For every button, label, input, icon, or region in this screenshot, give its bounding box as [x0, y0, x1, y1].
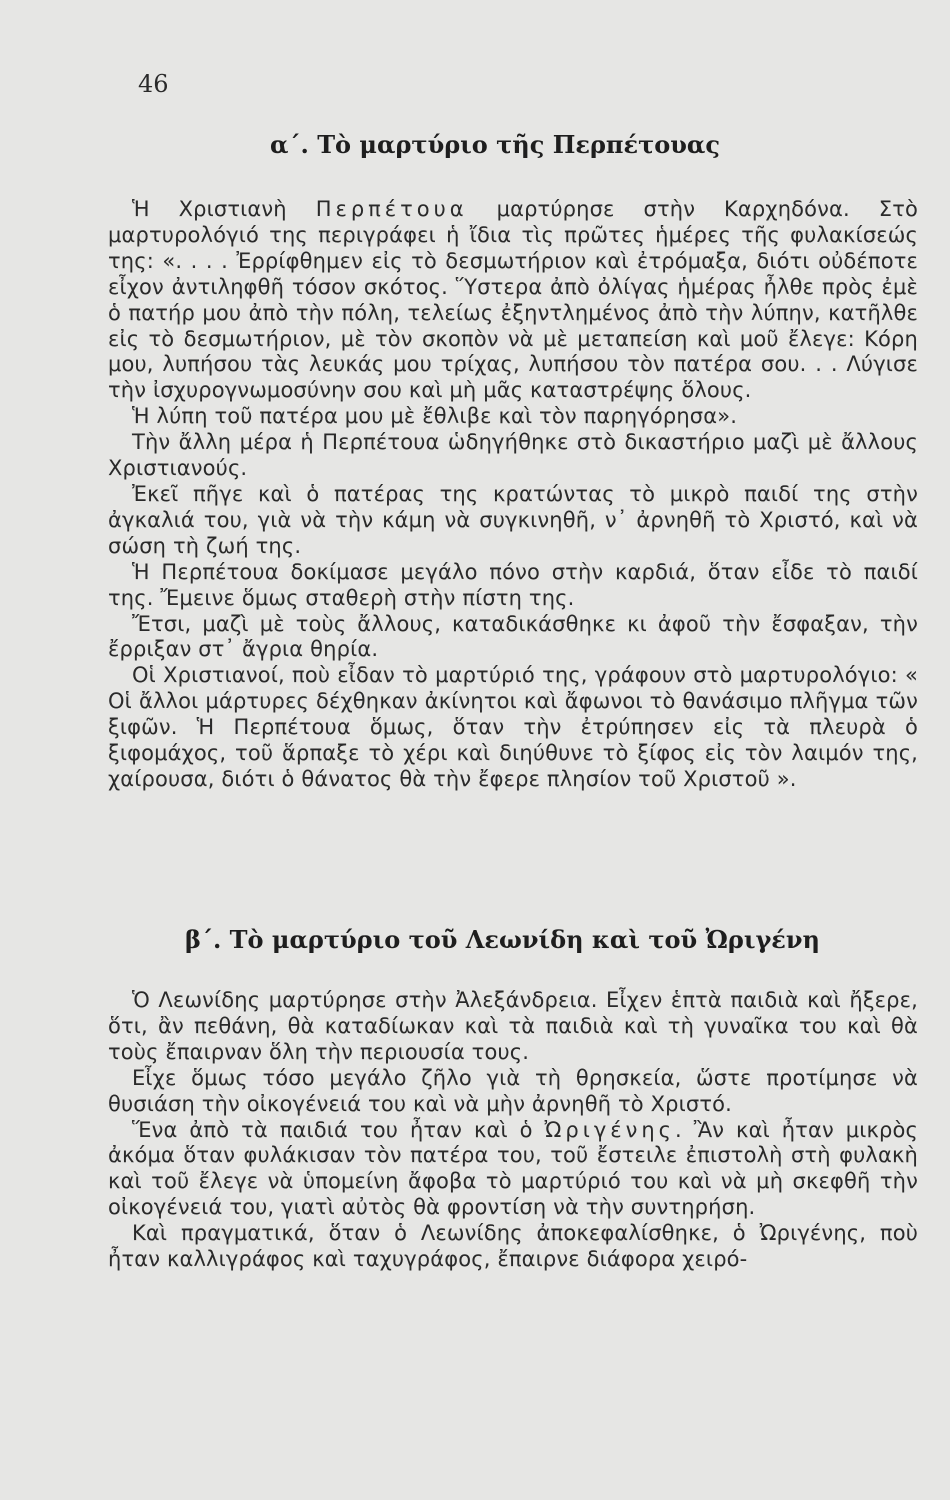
section-a-body — [108, 197, 918, 793]
section-a-paragraph: Ἡ Χριστιανὴ Περπέτουα μαρτύρησε στὴν Καρχηδόνα. Στὸ μαρτυρολόγιό της περιγράφει ἡ ἴδια τὶς πρῶτες ἡμέρες τῆς φυλακίσεώς της: «. . . . Ἐρρίφθημεν εἰς τὸ δεσμωτήριον καὶ ἐτρόμαξα, διότι οὐδέποτε εἶχον ἀντιληφθῆ τόσον σκότος. Ὕστερα ἀπὸ ὀλίγας ἡμέρας ἦλθε πρὸς ἐμὲ ὁ πατήρ μου ἀπὸ τὴν πόλη, τελείως ἐξηντλημένος ἀπὸ τὴν λύπην, κατῆλθε εἰς τὸ δεσμωτήριον, μὲ τὸν σκοπὸν νὰ μὲ μεταπείση καὶ μοῦ ἔλεγε: Κόρη μου, λυπήσου τὰς λευκάς μου τρίχας, λυπήσου τὸν πατέρα σου. . . Λύγισε τὴν ἰσχυρογνωμοσύνην σου καὶ μὴ μᾶς καταστρέψης ὅλους. — [108, 197, 918, 403]
section-b-paragraph: Ὁ Λεωνίδης μαρτύρησε στὴν Ἀλεξάνδρεια. Εἶχεν ἑπτὰ παιδιὰ καὶ ἤξερε, ὅτι, ἂν πεθάνη, θὰ καταδίωκαν καὶ τὰ παιδιὰ καὶ τὴ γυναῖκα του καὶ θὰ τοὺς ἔπαιρναν ὅλη τὴν περιουσία τους. — [108, 988, 918, 1064]
section-a-paragraph: Τὴν ἄλλη μέρα ἡ Περπέτουα ὡδηγήθηκε στὸ δικαστήριο μαζὶ μὲ ἄλλους Χριστιανούς. — [108, 430, 918, 481]
section-b-paragraph: Ἕνα ἀπὸ τὰ παιδιά του ἦταν καὶ ὁ Ὠριγένης. Ἂν καὶ ἦταν μικρὸς ἀκόμα ὅταν φυλάκισαν τὸν πατέρα του, τοῦ ἔστειλε ἐπιστολὴ στὴ φυλακὴ καὶ τοῦ ἔλεγε νὰ ὑπομείνη ἄφοβα τὸ μαρτύριό του καὶ νὰ μὴ σκεφθῆ τὴν οἰκογένειά του, γιατὶ αὐτὸς θὰ φροντίση νὰ τὴν συντηρήση. — [108, 1117, 918, 1220]
emphasized-name: Ὠριγένης — [544, 1117, 675, 1142]
section-b-paragraph: Καὶ πραγματικά, ὅταν ὁ Λεωνίδης ἀποκεφαλίσθηκε, ὁ Ὠριγένης, ποὺ ἦταν καλλιγράφος καὶ ταχυγράφος, ἔπαιρνε διάφορα χειρό- — [108, 1221, 918, 1272]
section-a-paragraph: Ἐκεῖ πῆγε καὶ ὁ πατέρας της κρατώντας τὸ μικρὸ παιδί της στὴν ἀγκαλιά του, γιὰ νὰ τὴν κάμη νὰ συγκινηθῆ, ν᾽ ἀρνηθῆ τὸ Χριστό, καὶ νὰ σώση τὴ ζωή της. — [108, 481, 918, 558]
section-a-title: α΄. Τὸ μαρτύριο τῆς Περπέτουας — [270, 130, 720, 159]
section-b-body — [108, 988, 918, 1273]
section-a-paragraph: Οἱ Χριστιανοί, ποὺ εἶδαν τὸ μαρτύριό της, γράφουν στὸ μαρτυρολόγιο: « Οἱ ἄλλοι μάρτυρες δέχθηκαν ἀκίνητοι καὶ ἄφωνοι τὸ θανάσιμο πλῆγμα τῶν ξιφῶν. Ἡ Περπέτουα ὅμως, ὅταν τὴν ἐτρύπησεν εἰς τὰ πλευρὰ ὁ ξιφομάχος, τοῦ ἅρπαξε τὸ χέρι καὶ διηύθυνε τὸ ξίφος εἰς τὸν λαιμόν της, χαίρουσα, διότι ὁ θάνατος θὰ τὴν ἔφερε πλησίον τοῦ Χριστοῦ ». — [108, 663, 918, 791]
section-a-paragraph: Ἔτσι, μαζὶ μὲ τοὺς ἄλλους, καταδικάσθηκε κι ἀφοῦ τὴν ἔσφαξαν, τὴν ἔρριξαν στ᾽ ἄγρια θηρία. — [108, 611, 918, 662]
section-b-title: β΄. Τὸ μαρτύριο τοῦ Λεωνίδη καὶ τοῦ Ὠριγένη — [185, 925, 820, 954]
page-number: 46 — [138, 70, 169, 98]
section-a-paragraph: Ἡ λύπη τοῦ πατέρα μου μὲ ἔθλιβε καὶ τὸν παρηγόρησα». — [132, 404, 738, 429]
section-b-paragraph: Εἶχε ὅμως τόσο μεγάλο ζῆλο γιὰ τὴ θρησκεία, ὥστε προτίμησε νὰ θυσιάση τὴν οἰκογένειά του καὶ νὰ μὴν ἀρνηθῆ τὸ Χριστό. — [108, 1065, 918, 1116]
emphasized-name: Περπέτουα — [315, 197, 468, 221]
section-a-paragraph: Ἡ Περπέτουα δοκίμασε μεγάλο πόνο στὴν καρδιά, ὅταν εἶδε τὸ παιδί της. Ἔμεινε ὅμως σταθερὴ στὴν πίστη της. — [108, 559, 918, 610]
